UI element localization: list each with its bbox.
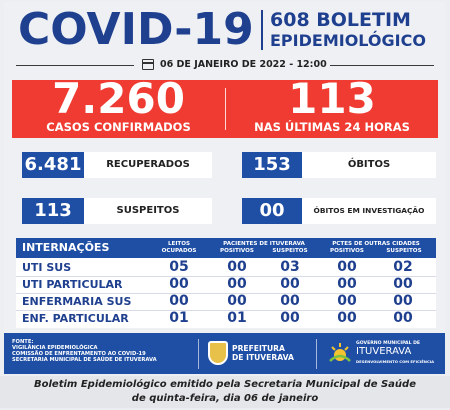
caption-line-2: de quinta-feira, dia 06 de janeiro	[131, 393, 319, 404]
source-line-2: COMISSÃO DE ENFRENTAMENTO AO COVID-19	[12, 351, 146, 357]
row-label-uti-sus: UTI SUS	[22, 261, 72, 274]
deaths-investigation-value: 00	[242, 198, 302, 224]
caption-line-1: Boletim Epidemiológico emitido pela Secretaria Municipal de Saúde	[34, 379, 416, 390]
table-header	[16, 238, 436, 258]
cell-uti-sus-other-susp: 02	[393, 259, 413, 275]
source-line-3: SECRETARIA MUNICIPAL DE SAÚDE DE ITUVERAVA	[12, 357, 157, 363]
cell-enfermaria-sus-other-susp: 00	[393, 293, 413, 309]
group-local: PACIENTES DE ITUVERAVA	[223, 241, 305, 247]
other-suspect-head: SUSPEITOS	[386, 248, 422, 254]
header	[4, 2, 445, 58]
local-suspect-head: SUSPEITOS	[272, 248, 308, 254]
cell-uti-sus-local-susp: 03	[280, 259, 300, 275]
prefeitura-line1: PREFEITURA	[232, 344, 285, 353]
footer-divider	[198, 339, 199, 369]
header-divider	[261, 10, 263, 50]
table-title: INTERNAÇÕES	[22, 241, 110, 254]
source-line-1: VIGILÂNCIA EPIDEMIOLÓGICA	[12, 345, 98, 351]
red-banner	[12, 74, 438, 138]
cell-uti-sus-beds: 05	[169, 259, 189, 275]
date-rule-left	[16, 65, 134, 66]
row-label-enfermaria-sus: ENFERMARIA SUS	[22, 295, 132, 308]
cell-enfermaria-sus-beds: 00	[169, 293, 189, 309]
sun-logo-icon	[328, 341, 352, 365]
cell-enfermaria-sus-other-pos: 00	[337, 293, 357, 309]
col-beds-line1: LEITOS	[167, 241, 191, 247]
source-label: FONTE:	[12, 339, 34, 345]
deaths-label: ÓBITOS	[347, 159, 391, 170]
suspects-value: 113	[22, 198, 84, 224]
cell-enf-particular-other-pos: 00	[337, 310, 357, 326]
confirmed-cases-value: 7.260	[52, 74, 185, 123]
cell-uti-particular-beds: 00	[169, 276, 189, 292]
deaths-investigation-box	[242, 198, 436, 224]
recovered-label: RECUPERADOS	[106, 159, 190, 170]
cell-uti-sus-local-pos: 00	[227, 259, 247, 275]
confirmed-cases-label: CASOS CONFIRMADOS	[46, 120, 191, 134]
footer	[4, 333, 445, 374]
recovered-value: 6.481	[22, 152, 84, 178]
last24-label: NAS ÚLTIMAS 24 HORAS	[254, 120, 410, 134]
bulletin-number: 608 BOLETIM	[270, 9, 411, 31]
cell-enf-particular-other-susp: 00	[393, 310, 413, 326]
local-positive-head: POSITIVOS	[220, 248, 254, 254]
cell-uti-sus-other-pos: 00	[337, 259, 357, 275]
hospitalizations-table	[16, 238, 436, 328]
gov-line1: GOVERNO MUNICIPAL DE	[356, 341, 421, 346]
last24-value: 113	[288, 74, 376, 123]
cell-uti-particular-other-pos: 00	[337, 276, 357, 292]
footer-divider	[316, 339, 317, 369]
prefeitura-line2: DE ITUVERAVA	[232, 353, 294, 362]
cell-enf-particular-local-pos: 01	[227, 310, 247, 326]
gov-line3: DESENVOLVIMENTO COM EFICIÊNCIA	[356, 359, 435, 364]
date-text: 06 DE JANEIRO DE 2022 - 12:00	[160, 59, 327, 70]
cell-uti-particular-other-susp: 00	[393, 276, 413, 292]
covid-title: COVID-19	[18, 4, 254, 55]
cell-enf-particular-local-susp: 00	[280, 310, 300, 326]
deaths-investigation-label: ÓBITOS EM INVESTIGAÇÃO	[313, 206, 425, 215]
recovered-box	[22, 152, 212, 178]
group-other: PCTES DE OUTRAS CIDADES	[332, 241, 420, 247]
bulletin-card	[4, 2, 445, 374]
suspects-box	[22, 198, 212, 224]
calendar-icon	[142, 59, 154, 70]
cell-uti-particular-local-pos: 00	[227, 276, 247, 292]
row-label-uti-particular: UTI PARTICULAR	[22, 278, 123, 291]
caption	[0, 376, 450, 408]
row-label-enf-particular: ENF. PARTICULAR	[22, 312, 129, 325]
other-positive-head: POSITIVOS	[330, 248, 364, 254]
cell-enfermaria-sus-local-susp: 00	[280, 293, 300, 309]
gov-line2: ITUVERAVA	[356, 346, 412, 357]
suspects-label: SUSPEITOS	[116, 205, 180, 216]
col-beds-line2: OCUPADOS	[161, 248, 197, 254]
cell-enf-particular-beds: 01	[169, 310, 189, 326]
date-rule-right	[330, 65, 434, 66]
cell-enfermaria-sus-local-pos: 00	[227, 293, 247, 309]
deaths-value: 153	[242, 152, 302, 178]
cell-uti-particular-local-susp: 00	[280, 276, 300, 292]
city-crest-icon	[208, 341, 228, 365]
bulletin-subtitle: EPIDEMIOLÓGICO	[270, 31, 426, 50]
date-row	[4, 58, 445, 72]
deaths-box	[242, 152, 436, 178]
